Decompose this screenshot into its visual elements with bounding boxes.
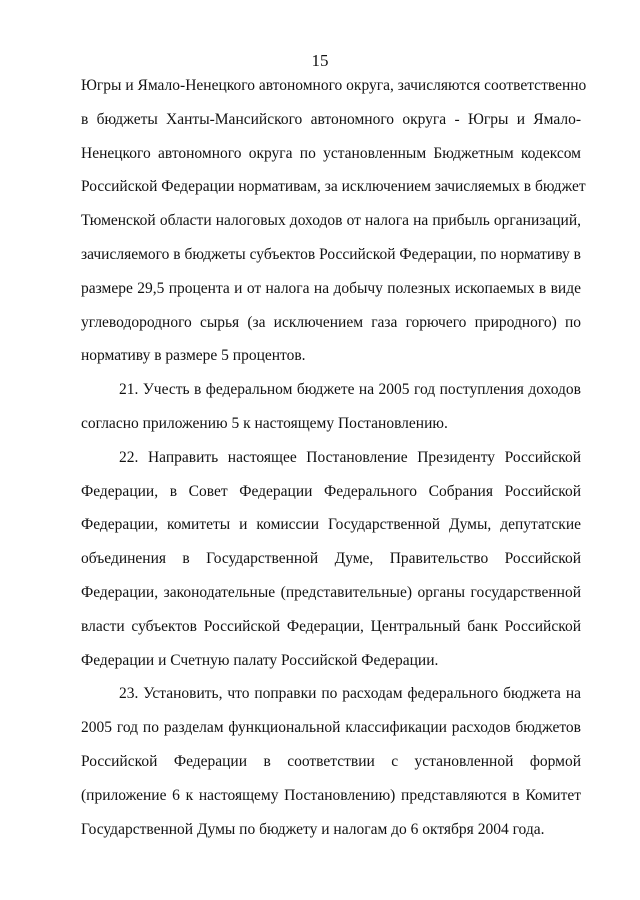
text-line: Федерации, комитеты и комиссии Государственной Думы, депутатские <box>81 516 581 534</box>
page-number: 15 <box>311 51 329 70</box>
text-line: 21. Учесть в федеральном бюджете на 2005 год поступления доходов <box>119 381 581 399</box>
text-line: углеводородного сырья (за исключением газа горючего природного) по <box>81 313 581 331</box>
text-line: Ненецкого автономного округа по установленным Бюджетным кодексом <box>81 144 581 162</box>
text-line: Федерации и Счетную палату Российской Федерации. <box>81 651 439 669</box>
text-line: Российской Федерации нормативам, за исключением зачисляемых в бюджет <box>81 178 586 196</box>
text-line: 2005 год по разделам функциональной классификации расходов бюджетов <box>81 719 581 737</box>
text-line: 22. Направить настоящее Постановление Президенту Российской <box>119 448 581 466</box>
text-line: размере 29,5 процента и от налога на добычу полезных ископаемых в виде <box>81 279 581 297</box>
paragraph-item-21 <box>81 373 581 441</box>
paragraph-continuation <box>81 69 587 373</box>
text-line: 23. Установить, что поправки по расходам федерального бюджета на <box>119 685 581 703</box>
text-line: Югры и Ямало-Ненецкого автономного округа, зачисляются соответственно <box>81 77 587 94</box>
paragraph-item-23 <box>81 677 581 846</box>
text-line: зачисляемого в бюджеты субъектов Российской Федерации, по нормативу в <box>81 245 581 263</box>
paragraph-item-22 <box>81 441 581 678</box>
text-line: Тюменской области налоговых доходов от налога на прибыль организаций, <box>81 212 581 230</box>
text-line: объединения в Государственной Думе, Правительство Российской <box>81 550 581 568</box>
text-line: нормативу в размере 5 процентов. <box>81 347 306 365</box>
text-line: Российской Федерации в соответствии с установленной формой <box>81 752 581 770</box>
text-line: Федерации, законодательные (представительные) органы государственной <box>81 583 581 601</box>
text-line: власти субъектов Российской Федерации, Центральный банк Российской <box>81 617 581 635</box>
document-body <box>81 69 587 846</box>
text-line: Государственной Думы по бюджету и налогам до 6 октября 2004 года. <box>81 820 545 838</box>
text-line: Федерации, в Совет Федерации Федерального Собрания Российской <box>81 482 581 500</box>
text-line: в бюджеты Ханты-Мансийского автономного округа - Югры и Ямало- <box>81 110 581 128</box>
text-line: (приложение 6 к настоящему Постановлению) представляются в Комитет <box>81 786 581 804</box>
text-line: согласно приложению 5 к настоящему Постановлению. <box>81 414 448 432</box>
